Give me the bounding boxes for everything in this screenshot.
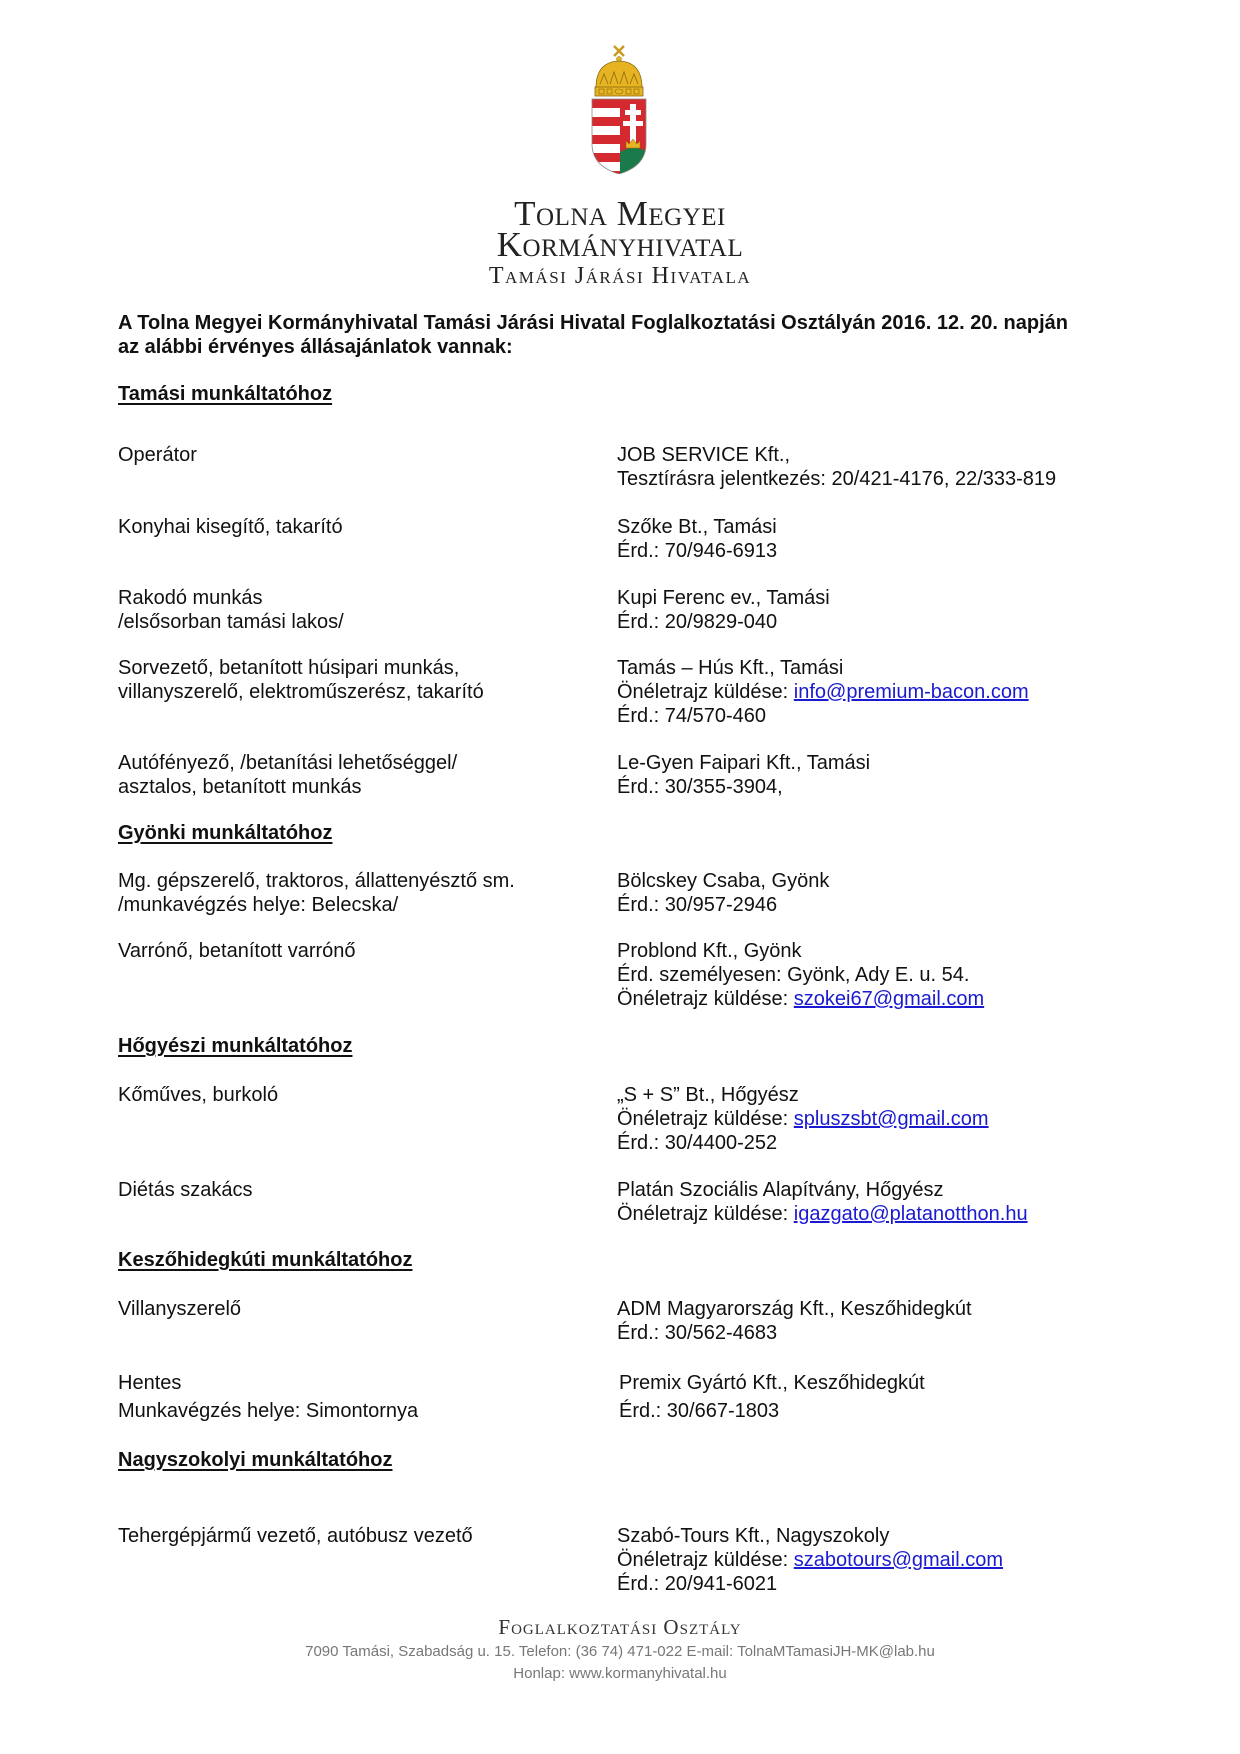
job-line: Varrónő, betanított varrónő xyxy=(118,940,356,962)
section-title-gyonki: Gyönki munkáltatóhoz xyxy=(118,822,333,844)
employer-info xyxy=(617,515,1177,563)
employer-phone: Érd.: 30/562-4683 xyxy=(617,1322,778,1344)
org-name-line2: Kormányhivatal xyxy=(496,225,744,264)
employer-info xyxy=(617,443,1177,491)
intro-paragraph xyxy=(118,311,1138,359)
employer-info xyxy=(617,1297,1177,1345)
hungarian-coat-of-arms-icon xyxy=(590,44,650,174)
job-title xyxy=(118,1524,598,1548)
job-title xyxy=(118,1297,598,1321)
employer-phone: Érd.: 74/570-460 xyxy=(617,705,766,727)
employer-info xyxy=(619,1369,1179,1425)
email-link[interactable]: szabotours@gmail.com xyxy=(793,1549,1004,1571)
job-title xyxy=(118,515,598,539)
cv-line xyxy=(617,987,1177,1011)
job-note: /munkavégzés helye: Belecska/ xyxy=(118,894,399,916)
job-title xyxy=(118,751,598,799)
email-link[interactable]: szokei67@gmail.com xyxy=(793,988,985,1010)
employer-info xyxy=(617,1178,1177,1226)
cv-line xyxy=(617,680,1177,704)
employer-name: Szabó-Tours Kft., Nagyszokoly xyxy=(617,1525,890,1547)
email-link[interactable]: info@premium-bacon.com xyxy=(793,681,1029,703)
employer-address: Érd. személyesen: Gyönk, Ady E. u. 54. xyxy=(617,964,970,986)
section-title-keszohidegkuti: Keszőhidegkúti munkáltatóhoz xyxy=(118,1249,413,1271)
employer-name: JOB SERVICE Kft., xyxy=(617,444,791,466)
employer-name: Tamás – Hús Kft., Tamási xyxy=(617,657,844,679)
job-line: Tehergépjármű vezető, autóbusz vezető xyxy=(118,1525,473,1547)
employer-phone: Érd.: 20/9829-040 xyxy=(617,611,778,633)
employer-phone: Érd.: 30/667-1803 xyxy=(619,1400,780,1422)
cv-line xyxy=(617,1107,1177,1131)
employer-info xyxy=(617,751,1177,799)
section-title-hogyeszi: Hőgyészi munkáltatóhoz xyxy=(118,1035,353,1057)
cv-line xyxy=(617,1202,1177,1226)
footer-website: Honlap: www.kormanyhivatal.hu xyxy=(513,1665,727,1682)
job-title xyxy=(118,656,598,704)
job-line: Rakodó munkás xyxy=(118,587,263,609)
job-note: Munkavégzés helye: Simontornya xyxy=(118,1400,419,1422)
employer-name: „S + S” Bt., Hőgyész xyxy=(617,1084,799,1106)
employer-info xyxy=(617,939,1177,1011)
job-line: Operátor xyxy=(118,444,197,466)
employer-info xyxy=(617,869,1177,917)
job-title xyxy=(118,1369,598,1425)
employer-info xyxy=(617,656,1177,728)
job-line: Mg. gépszerelő, traktoros, állattenyésztő sm. xyxy=(118,870,515,892)
footer-address: 7090 Tamási, Szabadság u. 15. Telefon: (36 74) 471-022 E-mail: TolnaMTamasiJH-MK@lab.hu xyxy=(305,1643,935,1660)
job-line: villanyszerelő, elektroműszerész, takarító xyxy=(118,681,484,703)
job-line: Villanyszerelő xyxy=(118,1298,242,1320)
cv-label: Önéletrajz küldése: xyxy=(617,1203,794,1225)
cv-label: Önéletrajz küldése: xyxy=(617,681,794,703)
employer-phone: Érd.: 30/355-3904, xyxy=(617,776,783,798)
employer-info xyxy=(617,1083,1177,1155)
cv-label: Önéletrajz küldése: xyxy=(617,1549,794,1571)
intro-line-1: A Tolna Megyei Kormányhivatal Tamási Járási Hivatal Foglalkoztatási Osztályán 2016. 12. 20. napján xyxy=(118,312,1068,334)
employer-name: Szőke Bt., Tamási xyxy=(617,516,777,538)
section-title-tamasi: Tamási munkáltatóhoz xyxy=(118,383,333,405)
job-line: asztalos, betanított munkás xyxy=(118,776,362,798)
job-title xyxy=(118,1083,598,1107)
job-line: Diétás szakács xyxy=(118,1179,253,1201)
employer-name: Le-Gyen Faipari Kft., Tamási xyxy=(617,752,871,774)
job-title xyxy=(118,869,598,917)
email-link[interactable]: spluszsbt@gmail.com xyxy=(793,1108,989,1130)
intro-line-2: az alábbi érvényes állásajánlatok vannak: xyxy=(118,336,513,358)
job-title xyxy=(118,586,598,634)
employer-phone: Érd.: 30/4400-252 xyxy=(617,1132,778,1154)
footer-department: Foglalkoztatási Osztály xyxy=(498,1615,742,1639)
job-line: Autófényező, /betanítási lehetőséggel/ xyxy=(118,752,458,774)
employer-name: Premix Gyártó Kft., Keszőhidegkút xyxy=(619,1372,925,1394)
job-note: /elsősorban tamási lakos/ xyxy=(118,611,344,633)
employer-name: Problond Kft., Gyönk xyxy=(617,940,802,962)
job-title xyxy=(118,939,598,963)
section-title-nagyszokolyi: Nagyszokolyi munkáltatóhoz xyxy=(118,1449,393,1471)
employer-phone: Érd.: 30/957-2946 xyxy=(617,894,778,916)
job-title xyxy=(118,443,598,467)
job-title xyxy=(118,1178,598,1202)
org-subtitle: Tamási Járási Hivatala xyxy=(488,263,752,289)
cv-label: Önéletrajz küldése: xyxy=(617,988,794,1010)
logo xyxy=(0,44,1240,174)
employer-info xyxy=(617,1524,1177,1596)
employer-info xyxy=(617,586,1177,634)
job-line: Kőműves, burkoló xyxy=(118,1084,279,1106)
job-line: Sorvezető, betanított húsipari munkás, xyxy=(118,657,460,679)
email-link[interactable]: igazgato@platanotthon.hu xyxy=(793,1203,1028,1225)
job-line: Hentes xyxy=(118,1372,182,1394)
employer-name: ADM Magyarország Kft., Keszőhidegkút xyxy=(617,1298,972,1320)
job-line: Konyhai kisegítő, takarító xyxy=(118,516,343,538)
employer-phone: Érd.: 20/941-6021 xyxy=(617,1573,778,1595)
employer-phone: Érd.: 70/946-6913 xyxy=(617,540,778,562)
employer-name: Platán Szociális Alapítvány, Hőgyész xyxy=(617,1179,944,1201)
employer-name: Kupi Ferenc ev., Tamási xyxy=(617,587,830,609)
employer-name: Bölcskey Csaba, Gyönk xyxy=(617,870,830,892)
cv-line xyxy=(617,1548,1177,1572)
employer-contact: Tesztírásra jelentkezés: 20/421-4176, 22/333-819 xyxy=(617,468,1057,490)
org-name-line1: Tolna Megyei xyxy=(514,194,726,233)
cv-label: Önéletrajz küldése: xyxy=(617,1108,794,1130)
